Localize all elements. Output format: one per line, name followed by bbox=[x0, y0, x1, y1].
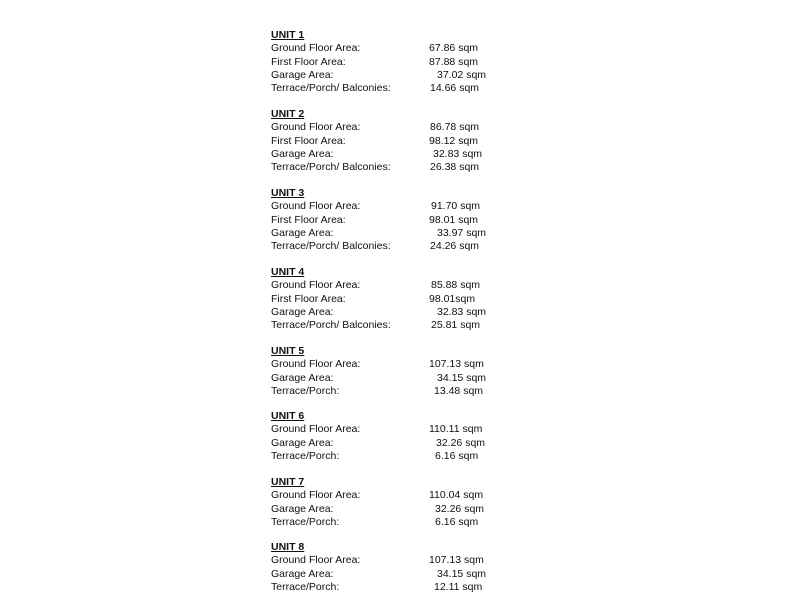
area-row bbox=[271, 121, 480, 134]
area-row bbox=[271, 279, 481, 292]
area-row bbox=[271, 68, 487, 82]
area-value: 24.26 sqm bbox=[430, 240, 480, 253]
area-value: 98.01sqm bbox=[429, 292, 476, 305]
area-label: Ground Floor Area: bbox=[271, 279, 361, 292]
area-row bbox=[271, 319, 481, 332]
area-label: Terrace/Porch/ Balconies: bbox=[271, 319, 391, 332]
area-value: 6.16 sqm bbox=[435, 449, 479, 462]
area-row bbox=[271, 82, 480, 95]
area-value: 32.83 sqm bbox=[433, 147, 483, 160]
area-label: Ground Floor Area: bbox=[271, 489, 361, 502]
area-value: 87.88 sqm bbox=[429, 55, 479, 68]
area-label: Garage Area: bbox=[271, 68, 334, 81]
area-row bbox=[271, 42, 479, 55]
area-row bbox=[271, 489, 484, 502]
area-label: Garage Area: bbox=[271, 502, 334, 515]
area-row bbox=[271, 580, 483, 594]
area-row bbox=[271, 200, 481, 213]
area-value: 32.26 sqm bbox=[435, 502, 485, 515]
area-value: 37.02 sqm bbox=[437, 68, 487, 81]
unit-title: UNIT 1 bbox=[271, 29, 305, 41]
unit-block bbox=[271, 345, 487, 398]
area-label: Ground Floor Area: bbox=[271, 358, 361, 371]
area-label: First Floor Area: bbox=[271, 213, 346, 226]
area-value: 26.38 sqm bbox=[430, 161, 480, 174]
area-value: 34.15 sqm bbox=[437, 567, 487, 580]
area-row bbox=[271, 502, 485, 516]
area-label: Ground Floor Area: bbox=[271, 42, 361, 55]
area-row bbox=[271, 240, 480, 253]
area-row bbox=[271, 134, 479, 148]
unit-title: UNIT 7 bbox=[271, 476, 305, 488]
area-label: Ground Floor Area: bbox=[271, 200, 361, 213]
area-value: 91.70 sqm bbox=[431, 200, 481, 213]
area-row bbox=[271, 515, 479, 529]
area-label: Terrace/Porch: bbox=[271, 449, 340, 462]
area-value: 14.66 sqm bbox=[430, 82, 480, 95]
area-value: 25.81 sqm bbox=[431, 319, 481, 332]
area-label: Ground Floor Area: bbox=[271, 121, 361, 134]
area-row bbox=[271, 384, 484, 398]
area-row bbox=[271, 55, 479, 69]
area-row bbox=[271, 358, 484, 371]
area-label: First Floor Area: bbox=[271, 134, 346, 147]
area-row bbox=[271, 436, 486, 450]
unit-title: UNIT 6 bbox=[271, 410, 305, 422]
area-row bbox=[271, 147, 483, 161]
area-label: Terrace/Porch/ Balconies: bbox=[271, 82, 391, 95]
unit-block bbox=[271, 187, 487, 253]
unit-title: UNIT 8 bbox=[271, 541, 305, 553]
area-row bbox=[271, 213, 479, 227]
area-row bbox=[271, 449, 479, 463]
area-row bbox=[271, 554, 484, 567]
unit-title: UNIT 4 bbox=[271, 266, 305, 278]
area-value: 12.11 sqm bbox=[434, 580, 483, 593]
area-label: Ground Floor Area: bbox=[271, 423, 361, 436]
area-value: 110.11 sqm bbox=[429, 423, 483, 436]
area-label: Garage Area: bbox=[271, 567, 334, 580]
unit-title: UNIT 3 bbox=[271, 187, 305, 199]
area-value: 110.04 sqm bbox=[429, 489, 484, 502]
area-value: 98.12 sqm bbox=[429, 134, 479, 147]
area-value: 107.13 sqm bbox=[429, 554, 484, 567]
area-label: Garage Area: bbox=[271, 226, 334, 239]
area-label: First Floor Area: bbox=[271, 292, 346, 305]
area-value: 85.88 sqm bbox=[431, 279, 481, 292]
area-label: Garage Area: bbox=[271, 371, 334, 384]
area-row bbox=[271, 292, 476, 306]
area-value: 6.16 sqm bbox=[435, 515, 479, 528]
unit-block bbox=[271, 266, 487, 332]
unit-title: UNIT 2 bbox=[271, 108, 305, 120]
area-value: 33.97 sqm bbox=[437, 226, 487, 239]
area-row bbox=[271, 161, 480, 174]
area-row bbox=[271, 423, 483, 436]
area-value: 86.78 sqm bbox=[430, 121, 480, 134]
area-value: 98.01 sqm bbox=[429, 213, 479, 226]
area-label: Terrace/Porch: bbox=[271, 384, 340, 397]
unit-block bbox=[271, 410, 486, 463]
unit-block bbox=[271, 29, 487, 95]
area-label: Garage Area: bbox=[271, 147, 334, 160]
area-label: First Floor Area: bbox=[271, 55, 346, 68]
area-row bbox=[271, 305, 487, 319]
area-row bbox=[271, 226, 487, 240]
area-value: 32.83 sqm bbox=[437, 305, 487, 318]
area-row bbox=[271, 567, 487, 581]
unit-block bbox=[271, 541, 487, 594]
area-value: 67.86 sqm bbox=[429, 42, 479, 55]
unit-block bbox=[271, 108, 483, 174]
area-value: 13.48 sqm bbox=[434, 384, 484, 397]
area-value: 107.13 sqm bbox=[429, 358, 484, 371]
area-value: 32.26 sqm bbox=[436, 436, 486, 449]
area-label: Terrace/Porch/ Balconies: bbox=[271, 161, 391, 174]
unit-title: UNIT 5 bbox=[271, 345, 305, 357]
area-label: Terrace/Porch/ Balconies: bbox=[271, 240, 391, 253]
area-label: Terrace/Porch: bbox=[271, 515, 340, 528]
area-row bbox=[271, 371, 487, 385]
area-label: Garage Area: bbox=[271, 436, 334, 449]
area-value: 34.15 sqm bbox=[437, 371, 487, 384]
area-label: Terrace/Porch: bbox=[271, 580, 340, 593]
area-label: Ground Floor Area: bbox=[271, 554, 361, 567]
area-label: Garage Area: bbox=[271, 305, 334, 318]
unit-block bbox=[271, 476, 485, 529]
